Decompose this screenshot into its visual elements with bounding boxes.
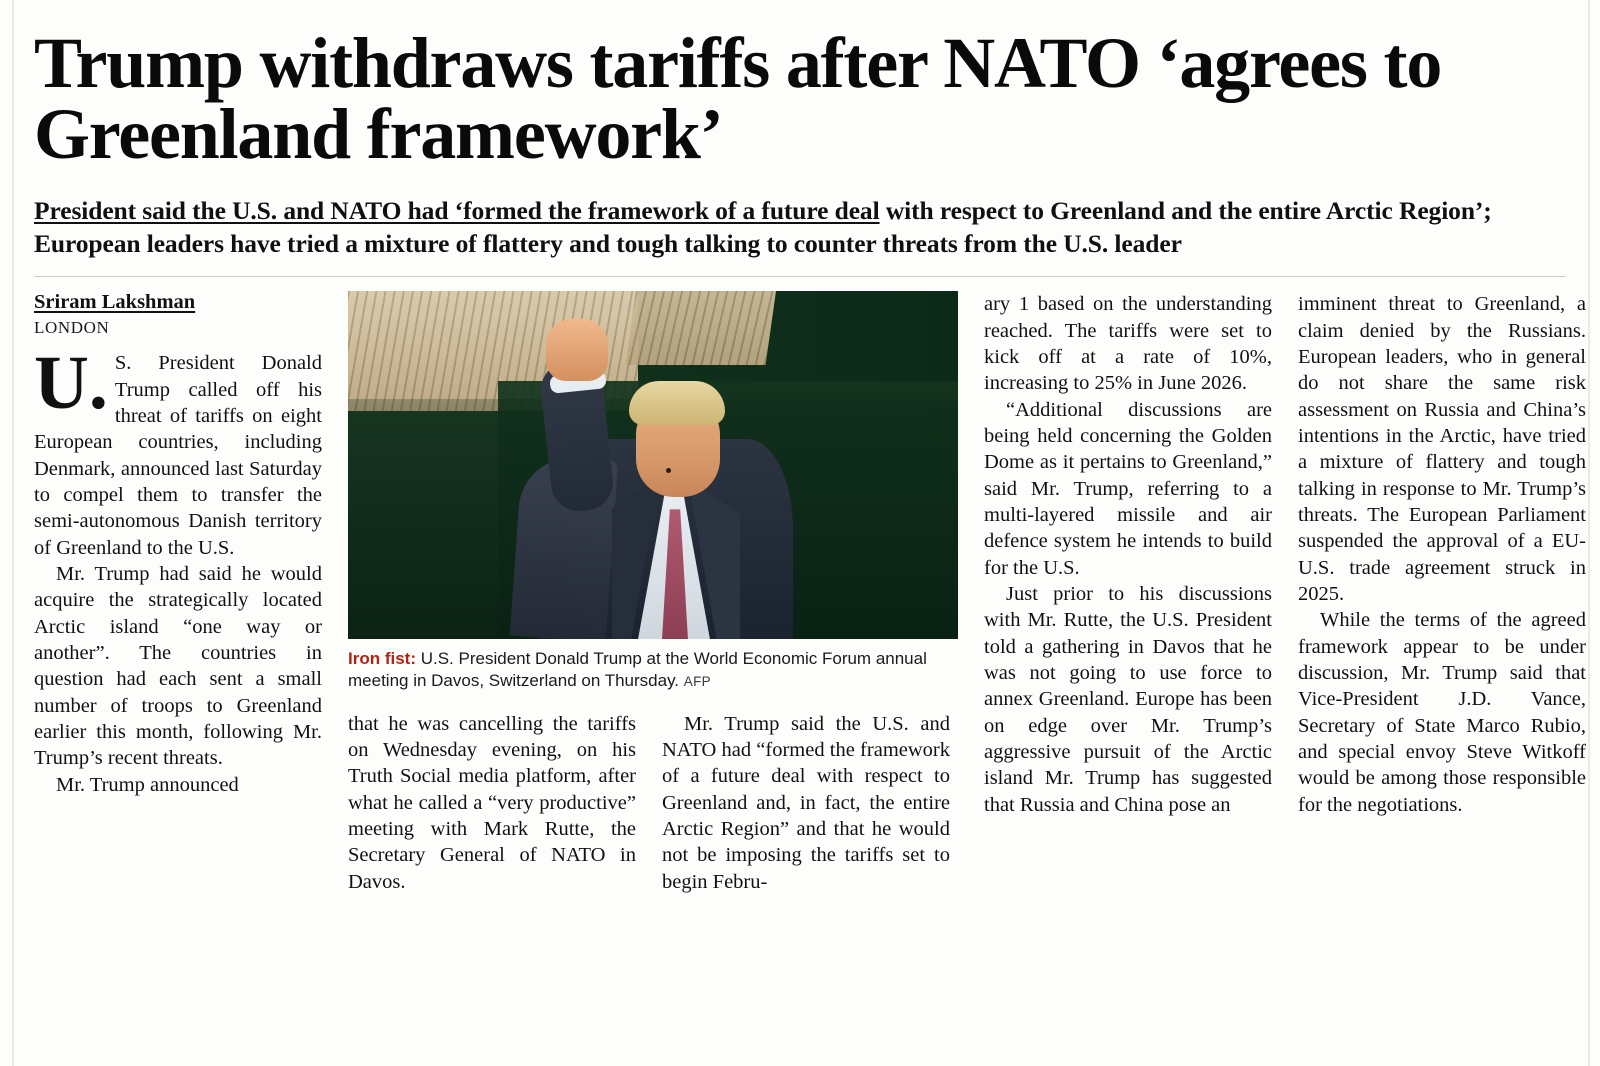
paragraph: Just prior to his discussions with Mr. Rutte, the U.S. President told a gathering in Davos that he was not going to use force to annex Greenland. Europe has been on edge over Mr. Trump’s aggressive pursuit of the Arctic island Mr. Trump has suggested that Russia and China pose an bbox=[984, 582, 1272, 816]
photo-caption bbox=[348, 648, 958, 692]
photo-subcolumns bbox=[348, 711, 958, 895]
paragraph: ary 1 based on the understanding reached. The tariffs were set to kick off at a rate of 10%, increasing to 25% in June 2026. bbox=[984, 293, 1272, 395]
paragraph: While the terms of the agreed framework appear to be under discussion, Mr. Trump said that Vice-President J.D. Vance, Secretary of State Marco Rubio, and special envoy Steve Witkoff would be among those responsible for the negotiations. bbox=[1298, 609, 1586, 816]
article-columns bbox=[34, 291, 1586, 894]
paragraph: Mr. Trump said the U.S. and NATO had “formed the framework of a future deal with respect to Greenland and, in fact, the entire Arctic Region” and that he would not be imposing the tariffs set to begin Febru- bbox=[662, 712, 950, 893]
photo-and-columns bbox=[348, 291, 958, 894]
standfirst bbox=[34, 195, 1566, 260]
column-5 bbox=[1298, 291, 1586, 818]
standfirst-rest: with respect to Greenland and the entire Arctic Region’; European leaders have tried a mixture of flattery and tough talking to counter threats from the U.S. leader bbox=[34, 196, 1492, 258]
divider bbox=[34, 276, 1566, 277]
paragraph: U.S. President Donald Trump called off his threat of tariffs on eight European countries, including Denmark, announced last Saturday to compel them to transfer the semi-autonomous Danish territory of Greenland to the U.S. bbox=[34, 341, 322, 559]
article-photo-block bbox=[348, 291, 958, 692]
column-1 bbox=[34, 291, 322, 798]
column-4 bbox=[984, 291, 1272, 818]
standfirst-underlined: President said the U.S. and NATO had ‘formed the framework of a future deal bbox=[34, 196, 880, 226]
paragraph: “Additional discussions are being held concerning the Golden Dome as it pertains to Greenland,” said Mr. Trump, referring to a multi-layered missile and air defence system he intends to build for the U.S. bbox=[984, 398, 1272, 579]
dateline: LONDON bbox=[34, 318, 110, 338]
paragraph: Mr. Trump had said he would acquire the strategically located Arctic island “one way or another”. The countries in question had each sent a small number of troops to Greenland earlier this month, following Mr. Trump’s recent threats. bbox=[34, 562, 322, 770]
paragraph: imminent threat to Greenland, a claim denied by the Russians. European leaders, who in general do not share the same risk assessment on Russia and China’s intentions in the Arctic, have tried a mixture of flattery and tough talking in response to Mr. Trump’s threats. The European Parliament suspended the approval of a EU-U.S. trade agreement struck in 2025. bbox=[1298, 293, 1586, 605]
photo-credit: AFP bbox=[683, 674, 711, 690]
paragraph: Mr. Trump announced bbox=[56, 773, 239, 796]
column-2 bbox=[348, 711, 636, 895]
page-edge-left bbox=[12, 0, 14, 1066]
photo-subject bbox=[516, 339, 816, 639]
caption-lead: Iron fist: bbox=[348, 649, 416, 669]
column-3 bbox=[662, 711, 950, 895]
subject-hair bbox=[629, 381, 725, 425]
subject-fist bbox=[546, 319, 608, 381]
page-edge-right bbox=[1588, 0, 1590, 1066]
byline: Sriram Lakshman bbox=[34, 291, 196, 314]
page-title: Trump withdraws tariffs after NATO ‘agrees to Greenland framework’ bbox=[34, 23, 1442, 174]
caption-text: U.S. President Donald Trump at the World Economic Forum annual meeting in Davos, Switzerland on Thursday. bbox=[348, 649, 927, 691]
paragraph: that he was cancelling the tariffs on Wednesday evening, on his Truth Social media platform, after what he called a “very productive” meeting with Mark Rutte, the Secretary General of NATO in Davos. bbox=[348, 712, 636, 893]
article-photo bbox=[348, 291, 958, 639]
